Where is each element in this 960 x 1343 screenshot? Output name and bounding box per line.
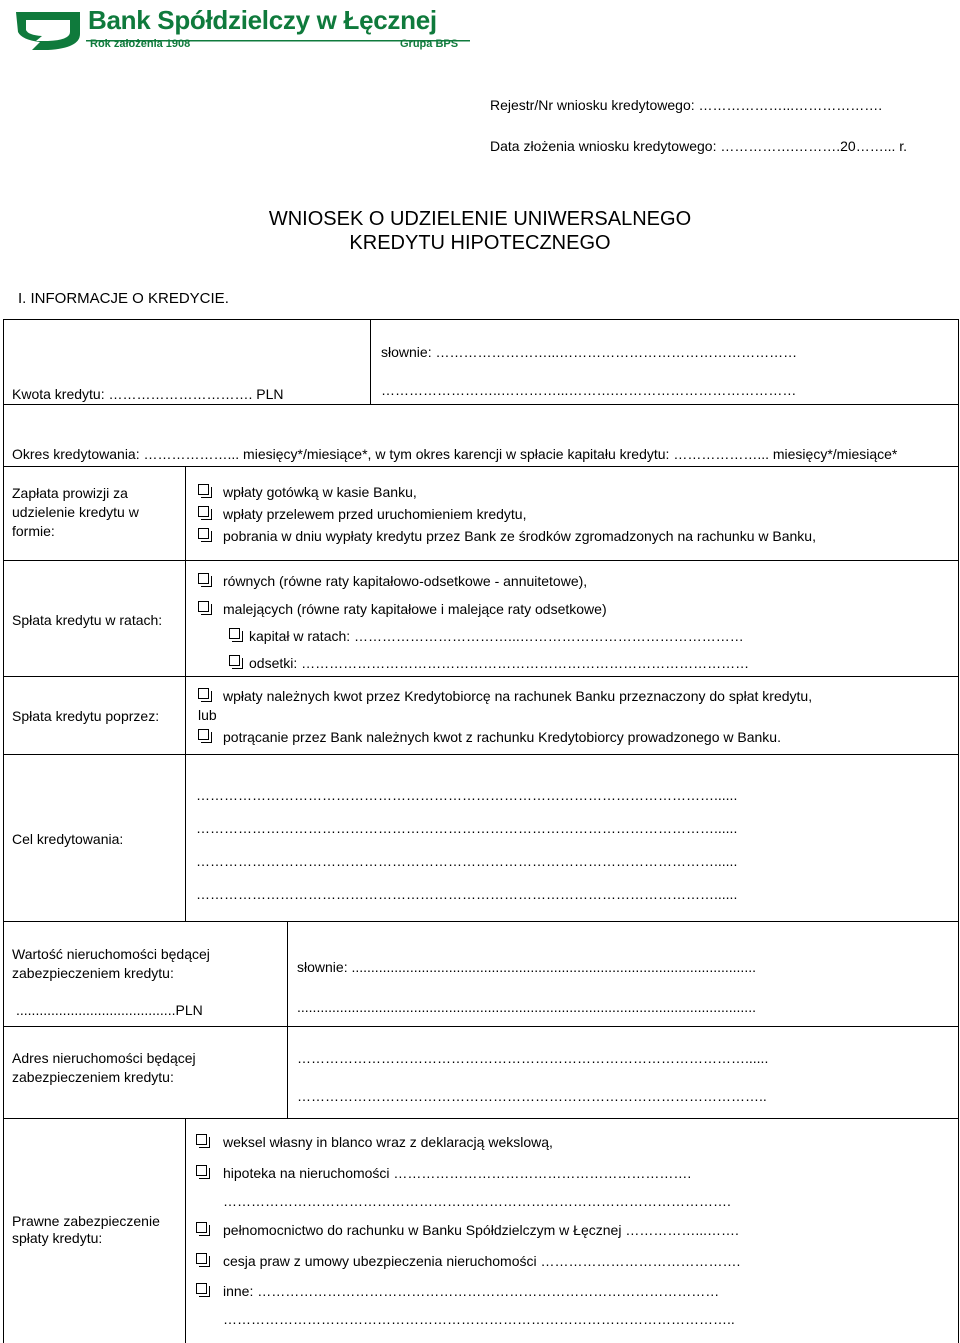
fee-payment-label: Zapłata prowizji za udzielenie kredytu w formie: <box>12 485 139 539</box>
repayment-label: Spłata kredytu poprzez: <box>12 708 160 724</box>
installment-equal-label: równych (równe raty kapitałowo-odsetkowe - annuitetowe), <box>223 573 588 589</box>
collateral-power-of-attorney-field[interactable]: pełnomocnictwo do rachunku w Banku Spółdzielczym w Łęcznej ……………...……. <box>223 1222 739 1238</box>
installment-equal-checkbox[interactable] <box>198 573 209 584</box>
bank-founded: Rok założenia 1908 <box>90 38 191 50</box>
repayment-deduction-checkbox[interactable] <box>198 729 209 740</box>
capital-installments-field[interactable]: kapitał w ratach: ……………………………...………………………………………… <box>249 628 744 644</box>
repayment-or-label: lub <box>198 707 217 723</box>
collateral-other-line2[interactable]: ……………………………………………………………………………………………….. <box>223 1311 735 1327</box>
property-value-words-field[interactable]: słownie: ........................................................................................................ <box>297 959 756 975</box>
purpose-line-3[interactable]: …………………………………………………………………………………………………...... <box>196 853 738 869</box>
repayment-deduction-label: potrącanie przez Bank należnych kwot z rachunku Kredytobiorcy prowadzonego w Banku. <box>223 729 781 745</box>
purpose-line-2[interactable]: …………………………………………………………………………………………………...... <box>196 820 738 836</box>
property-address-line-1[interactable]: ……………………………………………………………………………………...... <box>297 1050 769 1066</box>
installment-decreasing-label: malejących (równe raty kapitałowe i malejące raty odsetkowe) <box>223 601 607 617</box>
collateral-other-field[interactable]: inne: ……………………………………………………………………………………… <box>223 1283 720 1299</box>
bank-group: Grupa BPS <box>400 38 459 50</box>
loan-amount-field[interactable]: Kwota kredytu: …………………………. PLN <box>12 386 284 402</box>
repayment-transfer-label: wpłaty należnych kwot przez Kredytobiorcę na rachunek Banku przeznaczony do spłat kredytu, <box>223 688 813 704</box>
fee-option-cash-checkbox[interactable] <box>198 484 209 495</box>
form-title-line2: KREDYTU HIPOTECZNEGO <box>349 232 611 254</box>
fee-option-transfer-label: wpłaty przelewem przed uruchomieniem kredytu, <box>223 506 527 522</box>
purpose-line-1[interactable]: …………………………………………………………………………………………………...... <box>196 787 738 803</box>
property-value-words-line2[interactable]: ...................................................................................................................... <box>297 999 756 1015</box>
collateral-insurance-field[interactable]: cesja praw z umowy ubezpieczenia nieruchomości ……………………………………. <box>223 1253 741 1269</box>
installments-label: Spłata kredytu w ratach: <box>12 612 163 628</box>
collateral-promissory-checkbox[interactable] <box>196 1134 207 1145</box>
fee-option-deduction-label: pobrania w dniu wypłaty kredytu przez Bank ze środków zgromadzonych na rachunku w Banku, <box>223 528 816 544</box>
purpose-label: Cel kredytowania: <box>12 831 124 847</box>
interest-checkbox[interactable] <box>229 655 240 666</box>
application-date-field[interactable]: Data złożenia wniosku kredytowego: …………….……….20……... r. <box>490 138 908 154</box>
property-value-amount-field[interactable]: .........................................PLN <box>16 1002 203 1018</box>
form-title-line1: WNIOSEK O UDZIELENIE UNIWERSALNEGO <box>268 208 692 230</box>
collateral-power-of-attorney-checkbox[interactable] <box>196 1222 207 1233</box>
loan-amount-words-field[interactable]: słownie: ……………………...…………………………………………… <box>381 344 798 360</box>
loan-amount-words-line2[interactable]: ……………………..…………...……….………………………………… <box>381 382 797 398</box>
loan-term-field[interactable]: Okres kredytowania: ………………... miesięcy*/miesiące*, w tym okres karencji w spłacie kapitału kredytu: ………………... miesięcy*/miesiące* <box>12 446 898 462</box>
bank-name: Bank Spółdzielczy w Łęcznej <box>88 5 437 35</box>
register-number-field[interactable]: Rejestr/Nr wniosku kredytowego: ………………...………………. <box>490 97 883 113</box>
bank-logo <box>14 5 474 54</box>
collateral-label: Prawne zabezpieczenie spłaty kredytu: <box>12 1213 160 1246</box>
collateral-other-checkbox[interactable] <box>196 1283 207 1294</box>
fee-option-transfer-checkbox[interactable] <box>198 506 209 517</box>
fee-option-cash-label: wpłaty gotówką w kasie Banku, <box>223 484 417 500</box>
collateral-mortgage-line2[interactable]: ………………………………………………………………………………………………. <box>223 1193 731 1209</box>
section-heading: I. INFORMACJE O KREDYCIE. <box>18 290 229 307</box>
repayment-transfer-checkbox[interactable] <box>198 688 209 699</box>
collateral-insurance-checkbox[interactable] <box>196 1253 207 1264</box>
fee-option-deduction-checkbox[interactable] <box>198 528 209 539</box>
property-value-label: Wartość nieruchomości będącej zabezpieczeniem kredytu: <box>12 946 210 981</box>
collateral-mortgage-checkbox[interactable] <box>196 1165 207 1176</box>
collateral-mortgage-field[interactable]: hipoteka na nieruchomości ………………………………………………………. <box>223 1165 692 1181</box>
interest-field[interactable]: odsetki: …………………………………………………………………………………… <box>249 655 750 671</box>
property-address-label: Adres nieruchomości będącej zabezpieczeniem kredytu: <box>12 1050 196 1085</box>
property-address-line-2[interactable]: ……………………………………………………………………………………….. <box>297 1088 767 1104</box>
installment-decreasing-checkbox[interactable] <box>198 601 209 612</box>
purpose-line-4[interactable]: …………………………………………………………………………………………………...... <box>196 886 738 902</box>
collateral-promissory-label: weksel własny in blanco wraz z deklaracją wekslową, <box>223 1134 553 1150</box>
capital-installments-checkbox[interactable] <box>229 628 240 639</box>
